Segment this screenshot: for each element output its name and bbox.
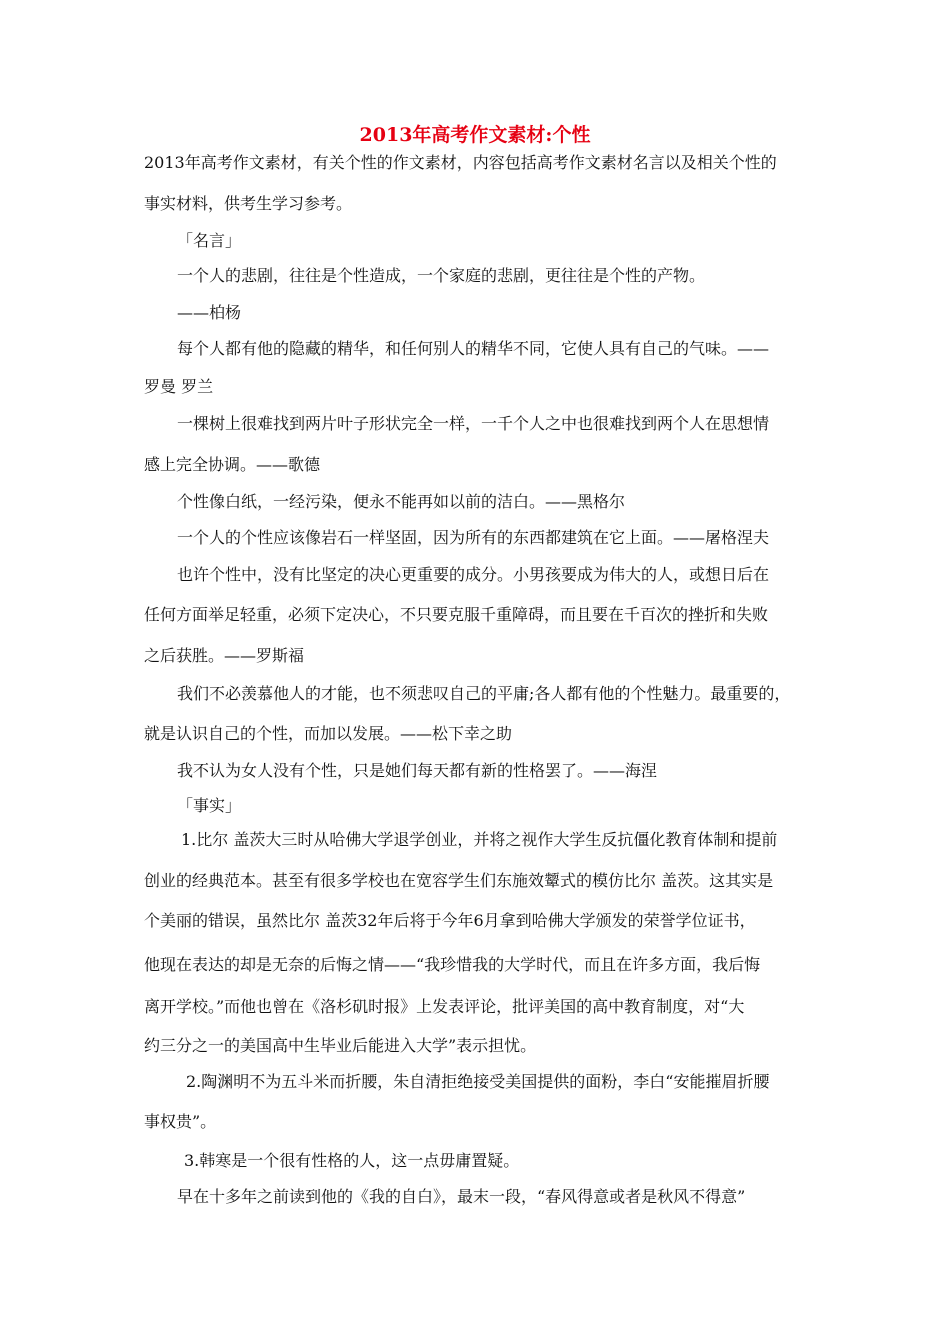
fact-line: 创业的经典范本。甚至有很多学校也在宽容学生们东施效颦式的模仿比尔 盖茨。这其实是	[144, 871, 774, 890]
quote-line: 每个人都有他的隐藏的精华，和任何别人的精华不同，它使人具有自己的气味。——	[177, 339, 770, 358]
quote-line: 一棵树上很难找到两片叶子形状完全一样，一千个人之中也很难找到两个人在思想情	[177, 414, 770, 433]
quote-line: 我们不必羡慕他人的才能，也不须悲叹自己的平庸;各人都有他的个性魅力。最重要的，	[177, 684, 791, 703]
fact-line: 约三分之一的美国高中生毕业后能进入大学”表示担忧。	[144, 1036, 537, 1055]
quote-line: 也许个性中，没有比坚定的决心更重要的成分。小男孩要成为伟大的人，或想日后在	[177, 565, 770, 584]
fact-line: 3.韩寒是一个很有性格的人，这一点毋庸置疑。	[184, 1151, 520, 1170]
fact-line: 个美丽的错误，虽然比尔 盖茨32年后将于今年6月拿到哈佛大学颁发的荣誉学位证书，	[144, 911, 756, 930]
fact-line: 他现在表达的却是无奈的后悔之情——“我珍惜我的大学时代，而且在许多方面，我后悔	[144, 955, 761, 974]
fact-line: 离开学校。”而他也曾在《洛杉矶时报》上发表评论，批评美国的高中教育制度，对“大	[144, 997, 745, 1016]
quote-line: 之后获胜。——罗斯福	[144, 646, 305, 665]
quote-line: 个性像白纸，一经污染，便永不能再如以前的洁白。——黑格尔	[177, 492, 626, 511]
quote-line: 就是认识自己的个性，而加以发展。——松下幸之助	[144, 724, 513, 743]
fact-line: 1.比尔 盖茨大三时从哈佛大学退学创业，并将之视作大学生反抗僵化教育体制和提前	[181, 830, 778, 849]
document-title: 2013年高考作文素材:个性	[359, 124, 591, 146]
quote-line: 一个人的悲剧，往往是个性造成，一个家庭的悲剧，更往往是个性的产物。	[177, 266, 706, 285]
quote-line: 感上完全协调。——歌德	[144, 455, 321, 474]
quote-line: 一个人的个性应该像岩石一样坚固，因为所有的东西都建筑在它上面。——屠格涅夫	[177, 528, 770, 547]
quote-line: 罗曼 罗兰	[144, 377, 214, 396]
quote-line: 我不认为女人没有个性，只是她们每天都有新的性格罢了。——海涅	[177, 761, 658, 780]
fact-line: 事权贵”。	[144, 1112, 217, 1131]
intro-line: 2013年高考作文素材，有关个性的作文素材，内容包括高考作文素材名言以及相关个性的	[144, 153, 777, 172]
fact-line: 2.陶渊明不为五斗米而折腰，朱自清拒绝接受美国提供的面粉，李白“安能摧眉折腰	[186, 1072, 770, 1091]
quote-line: 任何方面举足轻重，必须下定决心，不只要克服千重障碍，而且要在千百次的挫折和失败	[144, 605, 769, 624]
quotes-heading: 「名言」	[177, 231, 242, 250]
intro-line: 事实材料，供考生学习参考。	[144, 194, 353, 213]
fact-line: 早在十多年之前读到他的《我的自白》，最末一段，“春风得意或者是秋风不得意”	[177, 1187, 746, 1206]
facts-heading: 「事实」	[177, 796, 242, 815]
quote-line: ——柏杨	[177, 303, 242, 322]
